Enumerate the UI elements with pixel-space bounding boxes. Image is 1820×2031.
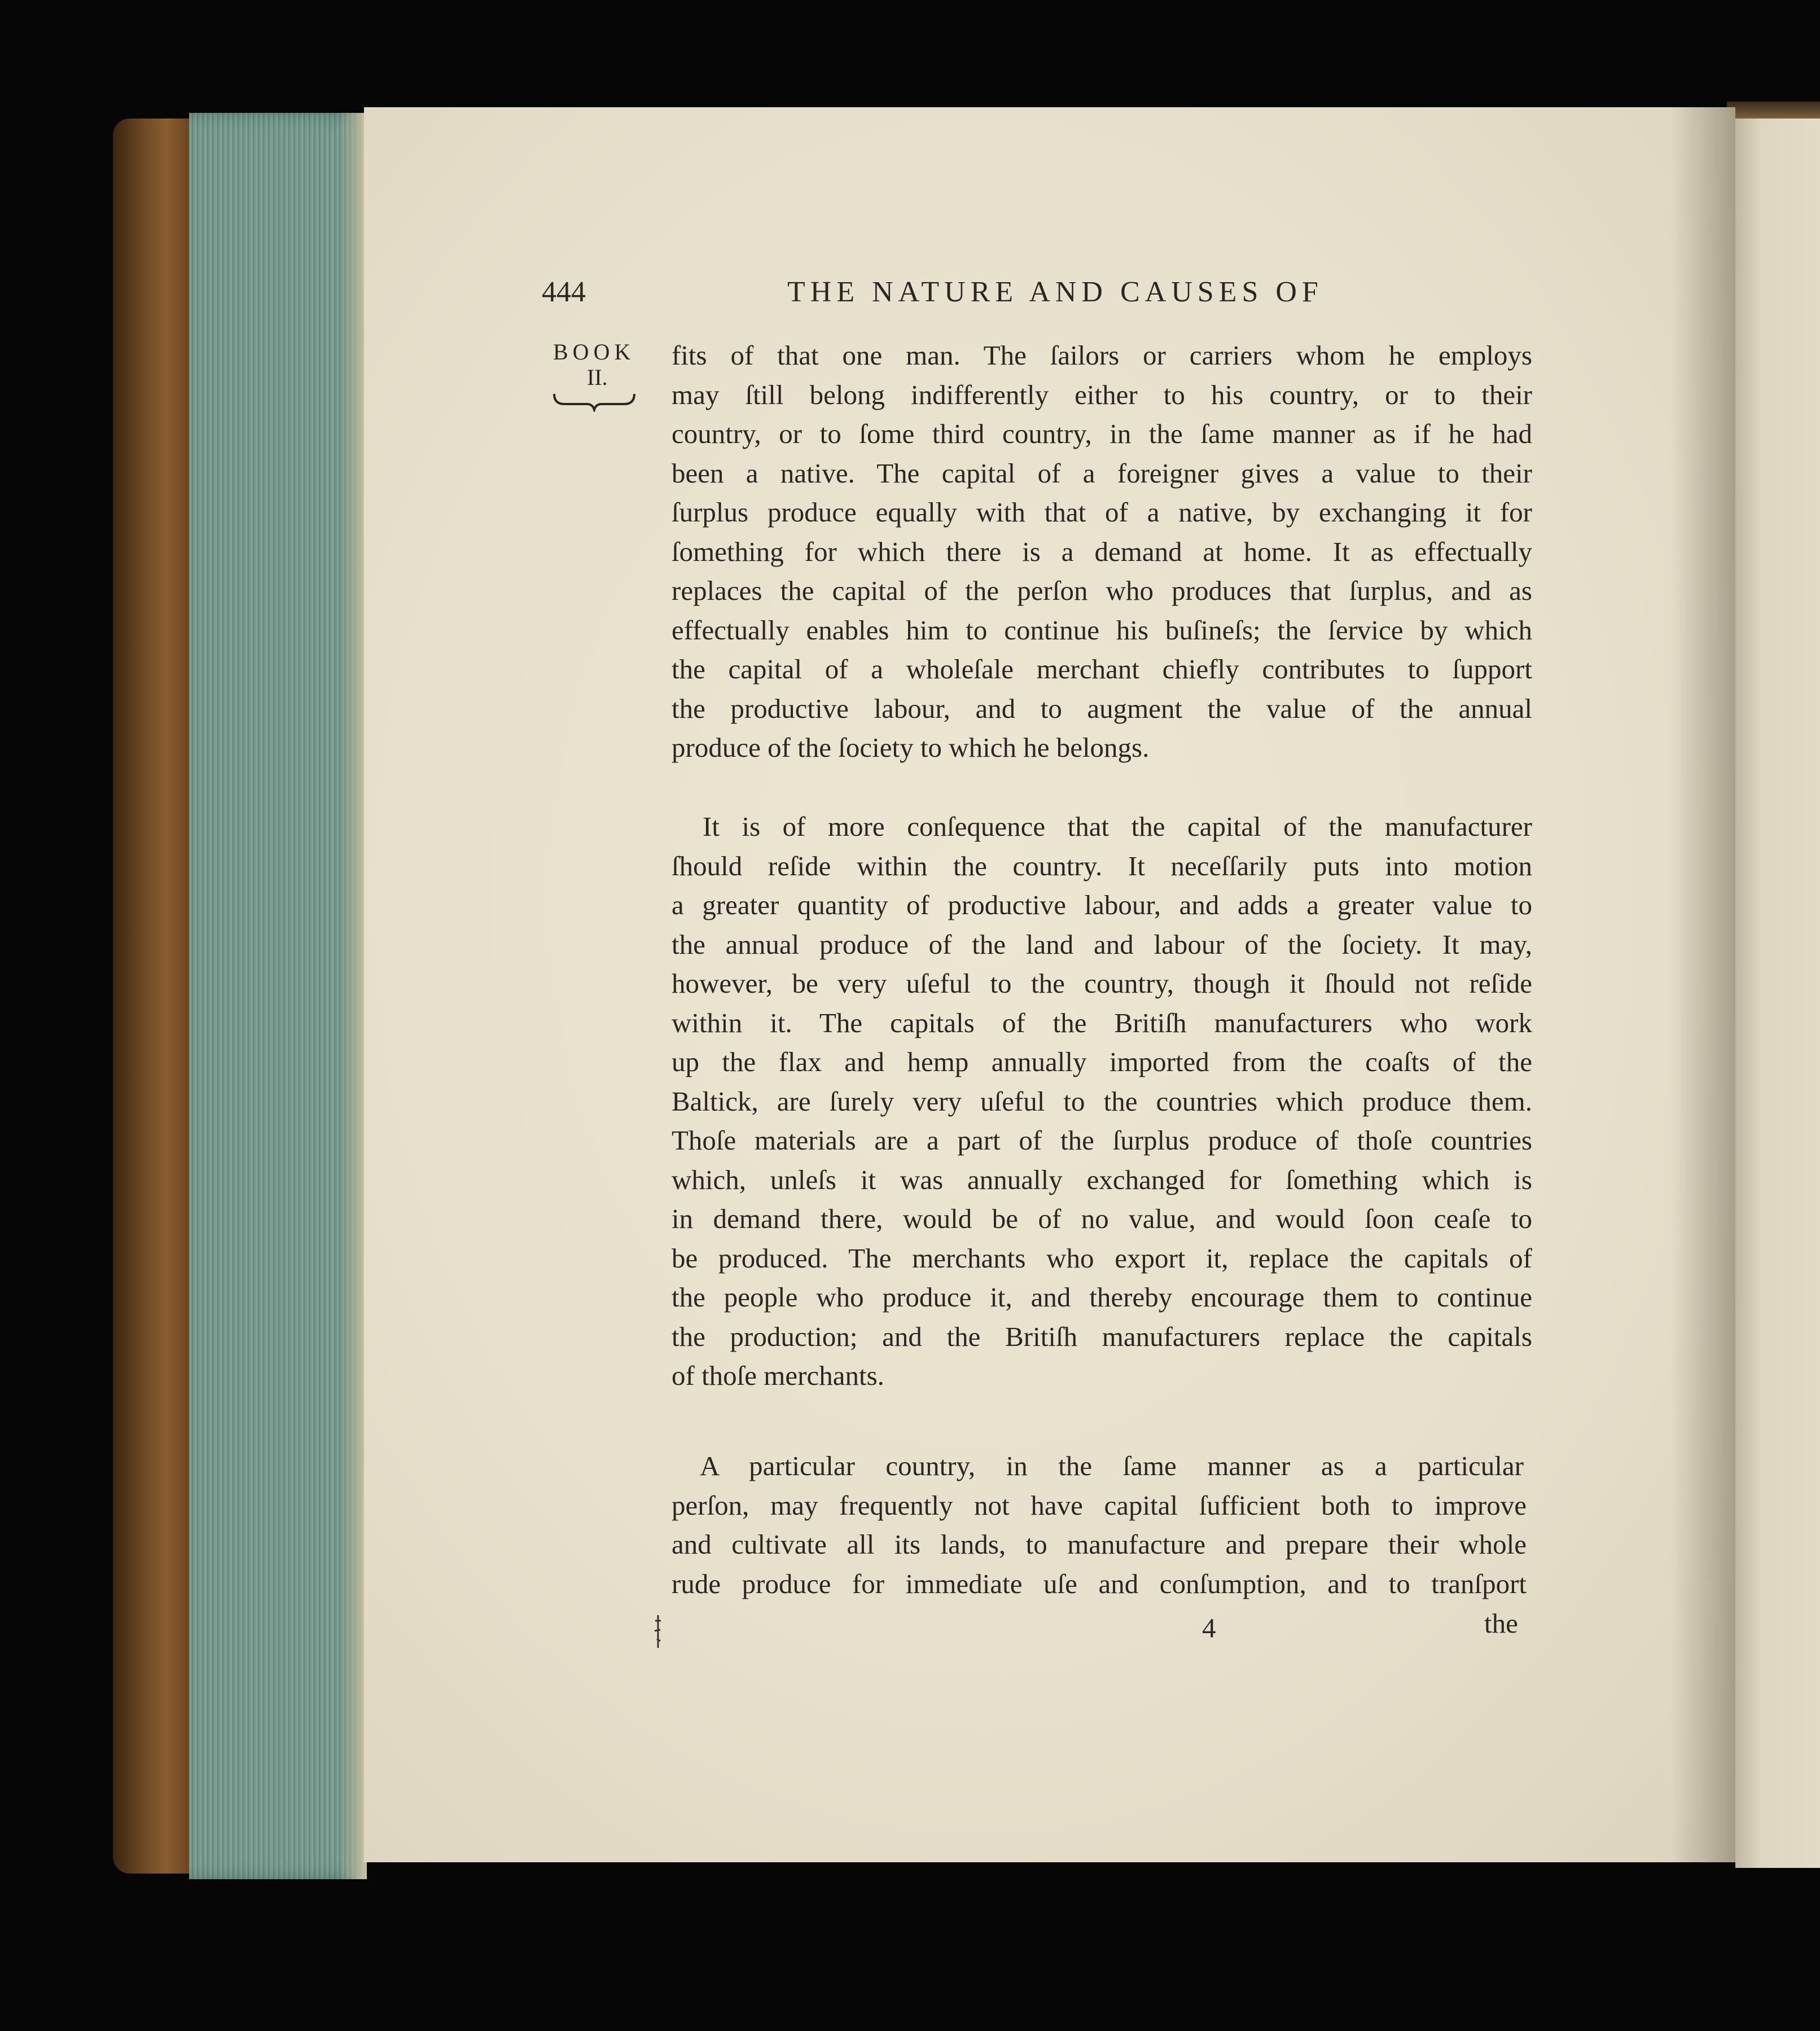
text-line: It is of more conſequence that the capital of the manufacturer: [703, 811, 1532, 842]
text-line: perſon, may frequently not have capital ſufficient both to improve: [672, 1490, 1527, 1521]
text-line: country, or to ſome third country, in the ſame manner as if he had: [672, 418, 1532, 449]
text-line: of thoſe merchants.: [672, 1360, 884, 1391]
gutter-shadow: [1670, 107, 1735, 1862]
page-edges: [189, 113, 364, 1879]
text-line: been a native. The capital of a foreigner gives a value to their: [672, 458, 1532, 489]
text-line: the capital of a wholeſale merchant chiefly contributes to ſupport: [672, 653, 1532, 685]
text-line: replaces the capital of the perſon who produces that ſurplus, and as: [672, 575, 1532, 606]
text-line: the people who produce it, and thereby encourage them to continue: [672, 1282, 1532, 1313]
text-line: the annual produce of the land and labour of the ſociety. It may,: [672, 929, 1532, 960]
text-line: ſurplus produce equally with that of a native, by exchanging it for: [672, 497, 1532, 528]
text-line: effectually enables him to continue his buſineſs; the ſervice by which: [672, 615, 1532, 646]
book-label: BOOK: [553, 339, 635, 365]
text-line: however, be very uſeful to the country, though it ſhould not reſide: [672, 968, 1532, 999]
text-line: ſhould reſide within the country. It neceſſarily puts into motion: [672, 850, 1532, 881]
running-head: THE NATURE AND CAUSES OF: [787, 276, 1323, 308]
page-number: 444: [542, 276, 586, 308]
text-line: within it. The capitals of the Britiſh manufacturers who work: [672, 1007, 1532, 1038]
book-number: II.: [587, 365, 608, 390]
text-line: in demand there, would be of no value, and would ſoon ceaſe to: [672, 1203, 1532, 1234]
margin-mark-icon: [654, 1614, 663, 1653]
text-line: Thoſe materials are a part of the ſurplus produce of thoſe countries: [672, 1125, 1532, 1156]
text-line: the production; and the Britiſh manufacturers replace the capitals: [672, 1321, 1532, 1352]
text-line: be produced. The merchants who export it, replace the capitals of: [672, 1243, 1532, 1274]
facing-page-top-edge: [1727, 102, 1820, 119]
text-line: a greater quantity of productive labour, and adds a greater value to: [672, 889, 1532, 920]
text-line: Baltick, are ſurely very uſeful to the countries which produce them.: [672, 1086, 1532, 1117]
signature-mark: 4: [1202, 1612, 1216, 1643]
text-line: rude produce for immediate uſe and conſumption, and to tranſport: [672, 1568, 1527, 1599]
catchword: the: [1484, 1608, 1518, 1639]
text-line: A particular country, in the ſame manner as a particular: [700, 1450, 1524, 1481]
text-line: may ſtill belong indifferently either to his country, or to their: [672, 379, 1532, 410]
text-line: up the flax and hemp annually imported from the coaſts of the: [672, 1046, 1532, 1077]
text-line: and cultivate all its lands, to manufacture and prepare their whole: [672, 1529, 1527, 1560]
facing-page: [1735, 119, 1820, 1868]
text-line: ſomething for which there is a demand at home. It as effectually: [672, 536, 1532, 567]
text-line: the productive labour, and to augment the value of the annual: [672, 693, 1532, 724]
page-edges-fade: [339, 113, 367, 1879]
text-line: fits of that one man. The ſailors or carriers whom he employs: [672, 340, 1532, 371]
brace-icon: [552, 389, 637, 412]
text-line: which, unleſs it was annually exchanged for ſomething which is: [672, 1164, 1532, 1195]
text-line: produce of the ſociety to which he belongs.: [672, 732, 1150, 763]
